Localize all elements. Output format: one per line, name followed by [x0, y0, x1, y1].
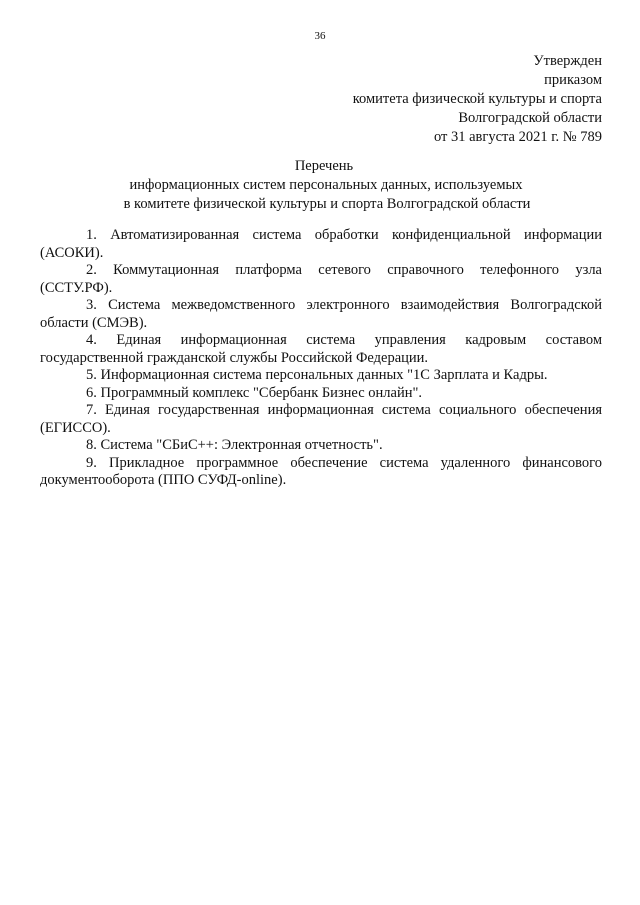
list-item	[40, 227, 602, 262]
list-item-text: 8. Система "СБиС++: Электронная отчетность".	[86, 437, 383, 453]
document-title	[0, 157, 640, 214]
list-item-continuation: государственной гражданской службы Российской Федерации.	[40, 349, 429, 366]
list-item	[40, 402, 602, 437]
list-item-continuation: (ЕГИССО).	[40, 419, 111, 436]
list-item	[86, 367, 602, 385]
list-item	[40, 262, 602, 297]
list-item-continuation: (АСОКИ).	[40, 244, 104, 261]
approval-stamp	[353, 52, 602, 147]
approval-line: от 31 августа 2021 г. № 789	[433, 129, 602, 145]
list-item-text: 2. Коммутационная платформа сетевого справочного телефонного узла	[86, 262, 602, 278]
list-item-text: 7. Единая государственная информационная система социального обеспечения	[86, 402, 602, 418]
list-item-text: 6. Программный комплекс "Сбербанк Бизнес онлайн".	[86, 384, 423, 401]
title-heading: Перечень	[294, 158, 354, 174]
list-item-continuation: документооборота (ППО СУФД-online).	[40, 472, 287, 488]
page-number: 36	[314, 30, 326, 42]
list-item-text: 5. Информационная система персональных данных "1С Зарплата и Кадры.	[86, 367, 548, 383]
list-item	[86, 385, 602, 403]
list-item	[40, 454, 602, 490]
approval-line: Утвержден	[533, 53, 602, 69]
list-item-text: 9. Прикладное программное обеспечение система удаленного финансового	[86, 454, 602, 471]
list-item	[40, 297, 602, 332]
list-item-text: 4. Единая информационная система управления кадровым составом	[86, 332, 602, 348]
title-subline: информационных систем персональных данных, используемых	[129, 177, 523, 193]
list-item-continuation: (ССТУ.РФ).	[40, 279, 113, 296]
title-subline: в комитете физической культуры и спорта Волгоградской области	[123, 196, 531, 212]
list-item	[40, 332, 602, 367]
approval-line: Волгоградской области	[458, 110, 602, 126]
list-item-text: 3. Система межведомственного электронного взаимодействия Волгоградской	[86, 297, 602, 313]
list-item-continuation: области (СМЭВ).	[40, 314, 148, 331]
systems-list	[40, 227, 602, 490]
approval-line: комитета физической культуры и спорта	[352, 91, 602, 107]
list-item-text: 1. Автоматизированная система обработки конфиденциальной информации	[86, 227, 602, 243]
list-item	[86, 437, 602, 455]
approval-line: приказом	[544, 72, 602, 88]
